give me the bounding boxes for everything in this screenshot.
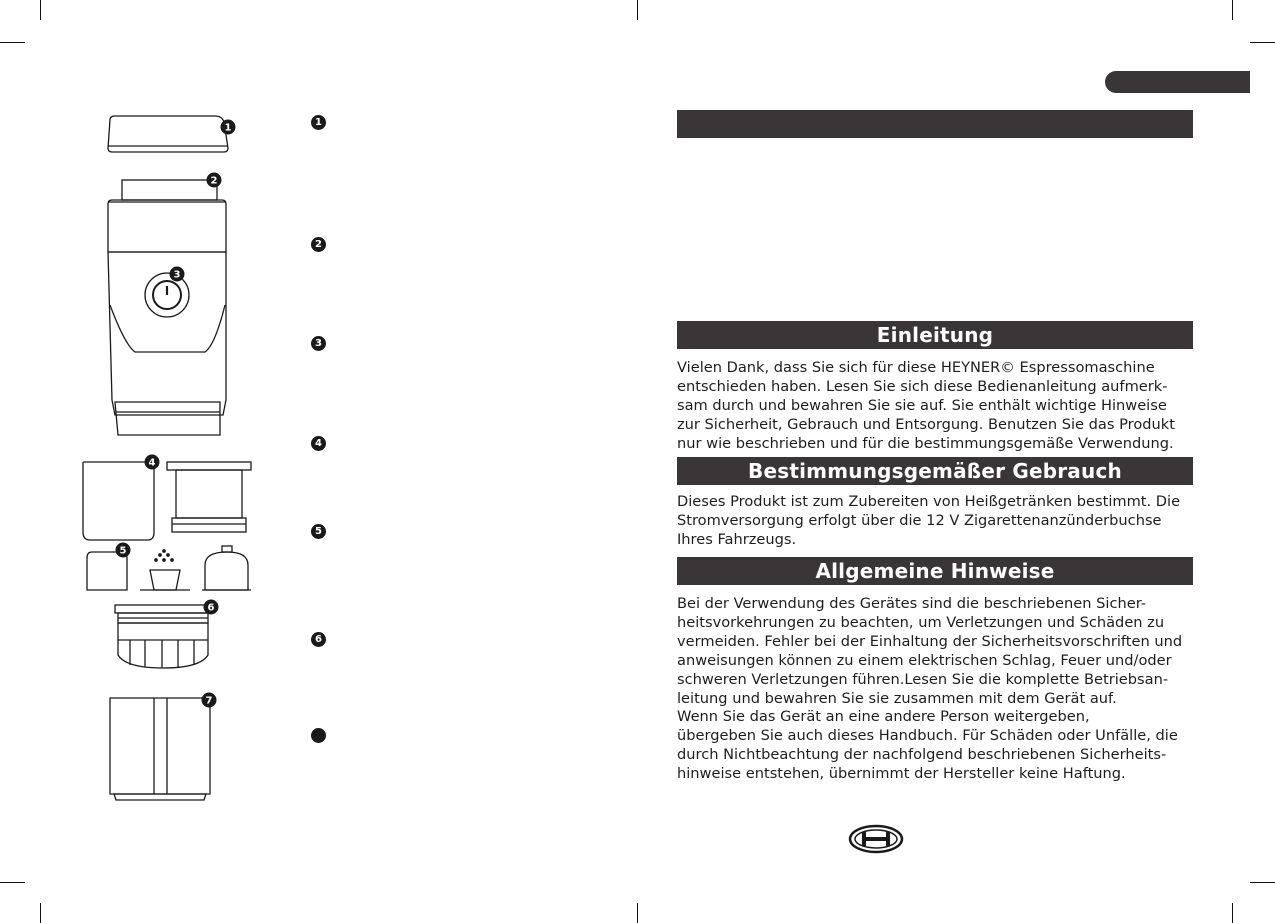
callout-label: 1: [224, 122, 232, 134]
crop-mark: [637, 903, 638, 923]
callout-label: 7: [205, 695, 213, 707]
callout-label: 4: [148, 457, 156, 469]
paragraph-hinweise-1: Bei der Verwendung des Gerätes sind die beschriebenen Sicher- heitsvorkehrungen zu beachten, um Verletzungen und Schäden zu vermeiden. Fehler bei der Einhaltung der Sicherheitsvorschriften und anweisungen können zu einem elektrischen Schlag, Feuer und/oder schweren Verletzungen führen.Lesen Sie die komplette Betriebsan- leitung und bewahren Sie sie zusammen mit dem Gerät auf.: [677, 595, 1183, 707]
callout-4: [145, 455, 160, 470]
brew-unit-part: [167, 462, 251, 532]
callout-label: 3: [173, 269, 181, 281]
capsule-adapter-part: [87, 552, 127, 590]
crop-mark: [0, 882, 25, 883]
callout-label: 6: [207, 602, 215, 614]
callout-5: [116, 543, 131, 558]
legend-marker-4: 4: [311, 436, 326, 451]
crop-mark: [40, 0, 41, 20]
heyner-logo-icon: [848, 824, 904, 854]
brew-head-part: [115, 605, 211, 668]
product-parts-illustration: [70, 100, 270, 820]
legend-marker-5: 5: [311, 524, 326, 539]
callout-label: 2: [210, 175, 218, 187]
section-heading-hinweise: Allgemeine Hinweise: [677, 557, 1193, 585]
language-tab: [1105, 71, 1250, 93]
crop-mark: [1232, 903, 1233, 923]
legend-marker-1: 1: [311, 115, 326, 130]
crop-mark: [1250, 882, 1275, 883]
legend-marker-7: [311, 728, 326, 743]
crop-mark: [1250, 42, 1275, 43]
ground-coffee-part: [140, 550, 190, 590]
paragraph-einleitung: Vielen Dank, dass Sie sich für diese HEYNER© Espressomaschine entschieden haben. Lesen Sie sich diese Bedienanleitung aufmerk- sam durch und bewahren Sie sie auf. Sie enthält wichtige Hinweise zur Sicherheit, Gebrauch und Entsorgung. Benutzen Sie das Produkt nur wie beschrieben und für die bestimmungsgemäße Verwendung.: [677, 359, 1175, 452]
section-header-band: [677, 110, 1193, 138]
callout-2: [207, 173, 222, 188]
legend-marker-3: 3: [311, 336, 326, 351]
crop-mark: [0, 42, 25, 43]
section-heading-gebrauch: Bestimmungsgemäßer Gebrauch: [677, 457, 1193, 485]
callout-6: [204, 600, 219, 615]
callout-3: [170, 267, 185, 282]
crop-mark: [1232, 0, 1233, 20]
callout-label: 5: [119, 545, 127, 557]
legend-marker-6: 6: [311, 632, 326, 647]
legend-marker-2: 2: [311, 237, 326, 252]
callout-1: [221, 120, 236, 135]
cup-part: [110, 698, 210, 800]
water-tank-part: [83, 462, 154, 540]
section-heading-einleitung: Einleitung: [677, 321, 1193, 349]
paragraph-gebrauch: Dieses Produkt ist zum Zubereiten von Heißgetränken bestimmt. Die Stromversorgung erfolgt über die 12 V Zigarettenanzünderbuchse Ihres Fahrzeugs.: [677, 493, 1181, 548]
coffee-capsule-part: [202, 546, 251, 590]
crop-mark: [40, 903, 41, 923]
paragraph-hinweise-2: Wenn Sie das Gerät an eine andere Person weitergeben, übergeben Sie auch dieses Handbuch. Für Schäden oder Unfälle, die durch Nichtbeachtung der nachfolgend beschriebenen Sicherheits- hinweise entstehen, übernimmt der Hersteller keine Haftung.: [677, 708, 1178, 782]
crop-mark: [637, 0, 638, 20]
lid-part: [108, 116, 228, 152]
callout-7: [202, 693, 217, 708]
main-body-part: [108, 180, 226, 435]
